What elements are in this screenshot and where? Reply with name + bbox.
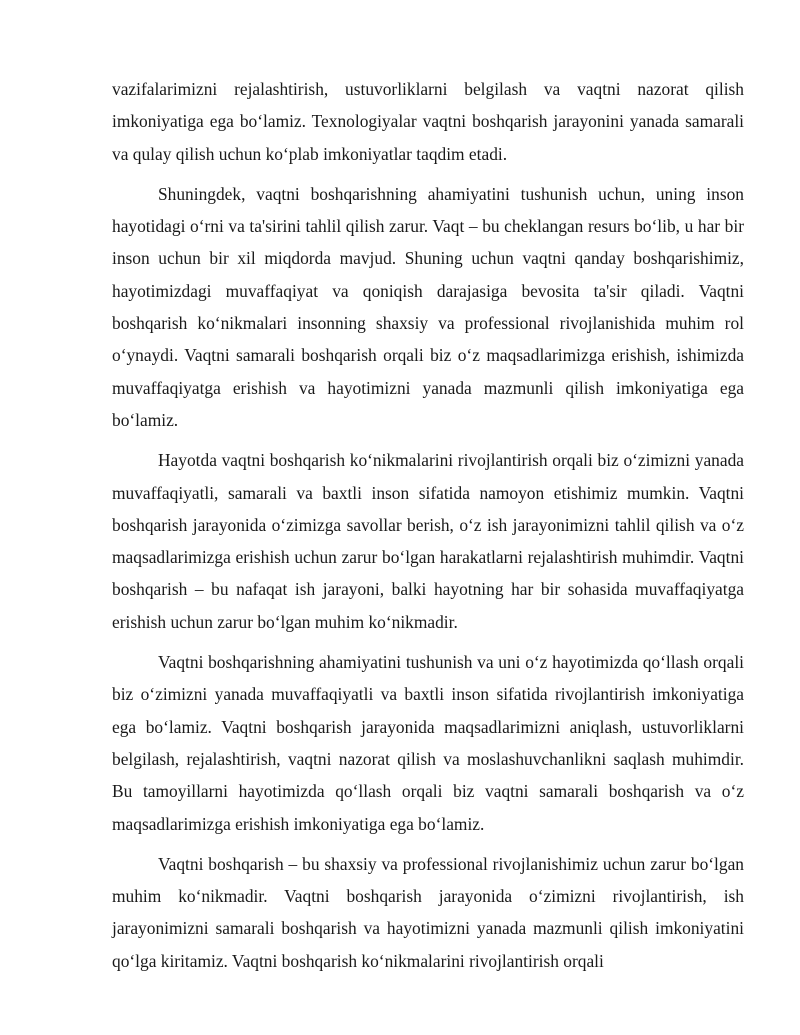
- paragraph: Shuningdek, vaqtni boshqarishning ahamiyatini tushunish uchun, uning inson hayotidagi o‘rni va ta'sirini tahlil qilish zarur. Vaqt – bu cheklangan resurs bo‘lib, u har bir inson uchun bir xil miqdorda mavjud. Shuning uchun vaqtni qanday boshqarishimiz, hayotimizdagi muvaffaqiyat va qoniqish darajasiga bevosita ta'sir qiladi. Vaqtni boshqarish ko‘nikmalari insonning shaxsiy va professional rivojlanishida muhim rol o‘ynaydi. Vaqtni samarali boshqarish orqali biz o‘z maqsadlarimizga erishish, ishimizda muvaffaqiyatga erishish va hayotimizni yanada mazmunli qilish imkoniyatiga ega bo‘lamiz.: [112, 183, 744, 430]
- paragraph: Vaqtni boshqarish – bu shaxsiy va professional rivojlanishimiz uchun zarur bo‘lgan muhim ko‘nikmadir. Vaqtni boshqarish jarayonida o‘zimizni rivojlantirish, ish jarayonimizni samarali boshqarish va hayotimizni yanada mazmunli qilish imkoniyatini qo‘lga kiritamiz. Vaqtni boshqarish ko‘nikmalarini rivojlantirish orqali: [112, 853, 744, 971]
- document-body: [112, 73, 744, 977]
- paragraph-continued: vazifalarimizni rejalashtirish, ustuvorliklarni belgilash va vaqtni nazorat qilish imkoniyatiga ega bo‘lamiz. Texnologiyalar vaqtni boshqarish jarayonini yanada samarali va qulay qilish uchun ko‘plab imkoniyatlar taqdim etadi.: [112, 79, 744, 164]
- paragraph: Hayotda vaqtni boshqarish ko‘nikmalarini rivojlantirish orqali biz o‘zimizni yanada muvaffaqiyatli, samarali va baxtli inson sifatida namoyon etishimiz mumkin. Vaqtni boshqarish jarayonida o‘zimizga savollar berish, o‘z ish jarayonimizni tahlil qilish va o‘z maqsadlarimizga erishish uchun zarur bo‘lgan harakatlarni rejalashtirish muhimdir. Vaqtni boshqarish – bu nafaqat ish jarayoni, balki hayotning har bir sohasida muvaffaqiyatga erishish uchun zarur bo‘lgan muhim ko‘nikmadir.: [112, 450, 744, 632]
- paragraph: Vaqtni boshqarishning ahamiyatini tushunish va uni o‘z hayotimizda qo‘llash orqali biz o‘zimizni yanada muvaffaqiyatli va baxtli inson sifatida rivojlantirish imkoniyatiga ega bo‘lamiz. Vaqtni boshqarish jarayonida maqsadlarimizni aniqlash, ustuvorliklarni belgilash, rejalashtirish, vaqtni nazorat qilish va moslashuvchanlikni saqlash muhimdir. Bu tamoyillarni hayotimizda qo‘llash orqali biz vaqtni samarali boshqarish va o‘z maqsadlarimizga erishish imkoniyatiga ega bo‘lamiz.: [112, 652, 744, 834]
